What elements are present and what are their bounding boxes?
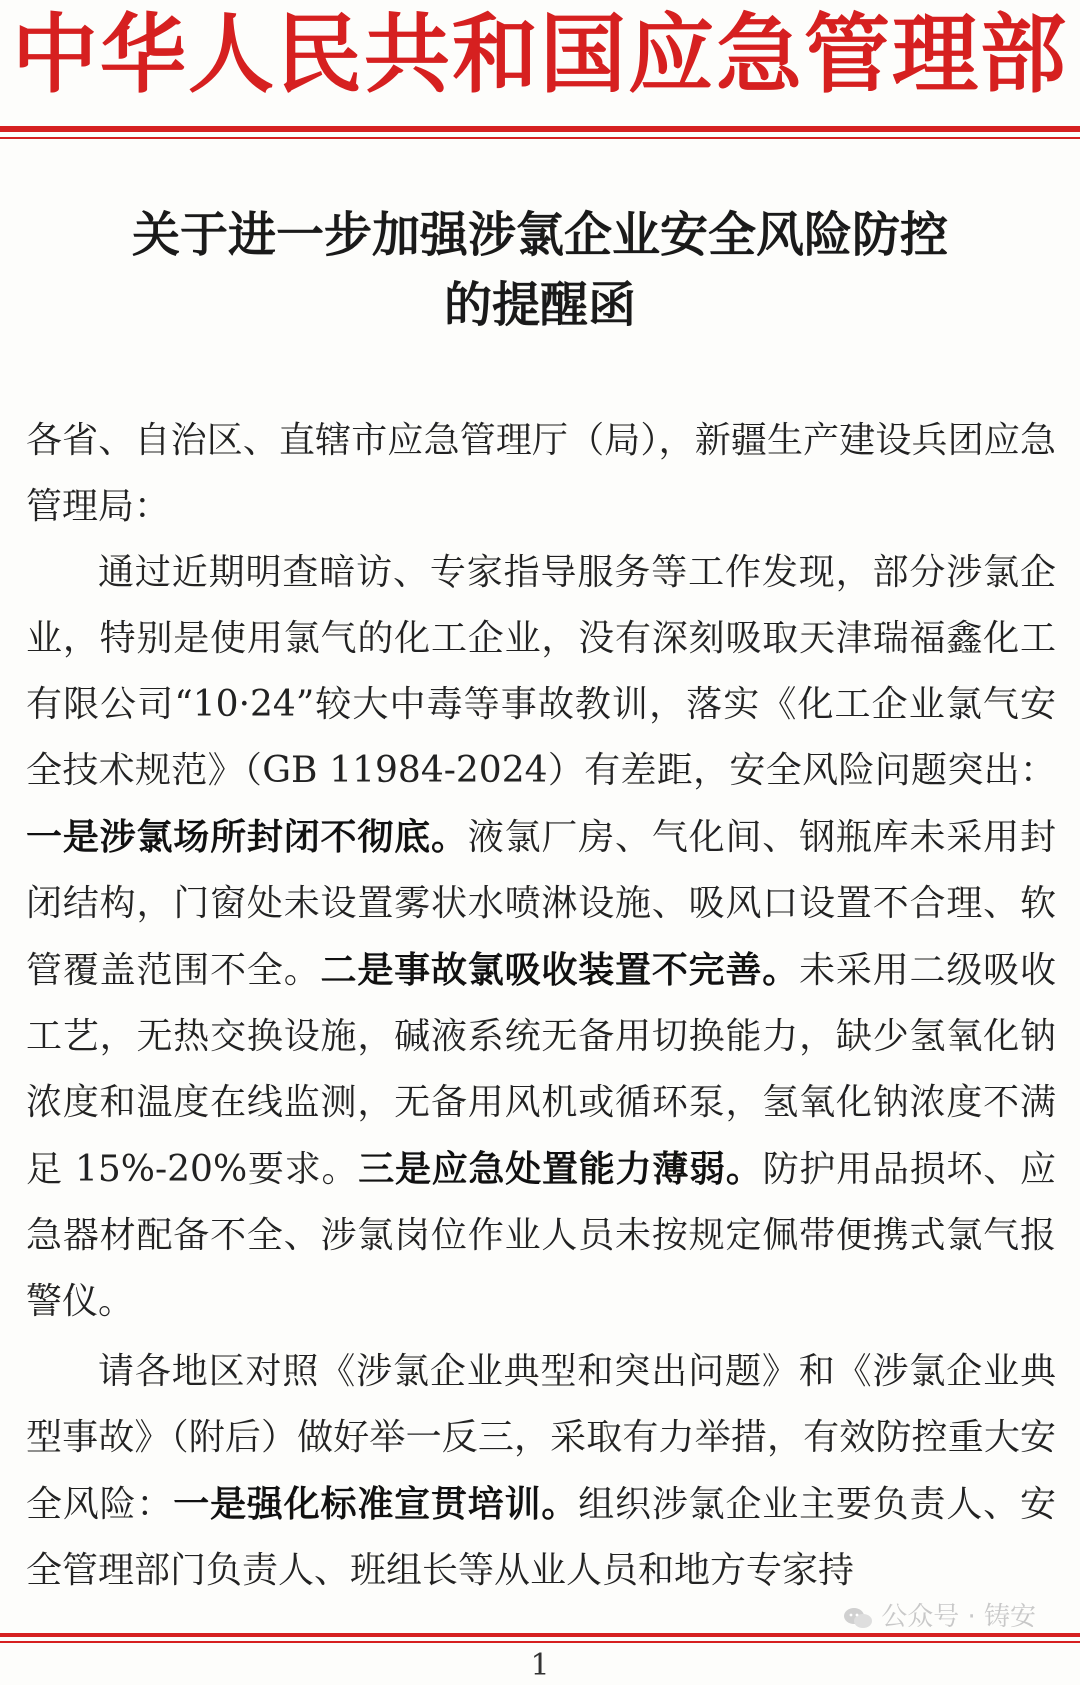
findings-point-2: 二是事故氯吸收装置不完善。 — [320, 949, 800, 991]
document-title — [60, 200, 1020, 340]
paragraph-requirements — [26, 1339, 1056, 1604]
title-line-2: 的提醒函 — [443, 277, 636, 333]
masthead-issuer: 中华人民共和国应急管理部 — [12, 5, 1068, 105]
findings-text-3: 未采用二级吸收工艺，无热交换设施，碱液系统无备用切换能力，缺少氢氧化钠浓度和温度在线监测，无备用风机或循环泵，氢氧化钠浓度不满足 15%-20%要求。 — [26, 950, 1056, 1190]
masthead-rule-thick — [0, 126, 1080, 132]
title-line-1: 关于进一步加强涉氯企业安全风险防控 — [131, 207, 948, 263]
findings-point-1: 一是涉氯场所封闭不彻底。 — [26, 816, 468, 858]
masthead-rule-thin — [0, 137, 1080, 139]
findings-text-2: 液氯厂房、气化间、钢瓶库未采用封闭结构，门窗处未设置雾状水喷淋设施、吸风口设置不合理、软管覆盖范围不全。 — [26, 817, 1056, 991]
wechat-icon — [843, 1607, 873, 1629]
footer-rule-thin — [0, 1641, 1080, 1643]
document-body — [26, 408, 1056, 1604]
requirements-point-1: 一是强化标准宣贯培训。 — [173, 1483, 579, 1525]
findings-text-1: 通过近期明查暗访、专家指导服务等工作发现，部分涉氯企业，特别是使用氯气的化工企业，没有深刻吸取天津瑞福鑫化工有限公司“10·24”较大中毒等事故教训，落实《化工企业氯气安全技术规范》（GB 11984-2024）有差距，安全风险问题突出： — [26, 552, 1056, 791]
findings-point-3: 三是应急处置能力薄弱。 — [358, 1148, 763, 1190]
addressee: 各省、自治区、直辖市应急管理厅（局），新疆生产建设兵团应急管理局： — [26, 420, 1056, 527]
watermark-text: 公众号 · 铸安 — [881, 1602, 1036, 1632]
paragraph-findings — [26, 540, 1056, 1335]
page-number: 1 — [530, 1648, 550, 1683]
watermark — [843, 1596, 1036, 1633]
findings-text-4: 防护用品损坏、应急器材配备不全、涉氯岗位作业人员未按规定佩带便携式氯气报警仪。 — [26, 1149, 1056, 1322]
requirements-text-2: 组织涉氯企业主要负责人、安全管理部门负责人、班组长等从业人员和地方专家持 — [26, 1484, 1056, 1591]
footer-rule-thick — [0, 1633, 1080, 1637]
requirements-text-1: 请各地区对照《涉氯企业典型和突出问题》和《涉氯企业典型事故》（附后）做好举一反三，采取有力举措，有效防控重大安全风险： — [26, 1351, 1056, 1525]
